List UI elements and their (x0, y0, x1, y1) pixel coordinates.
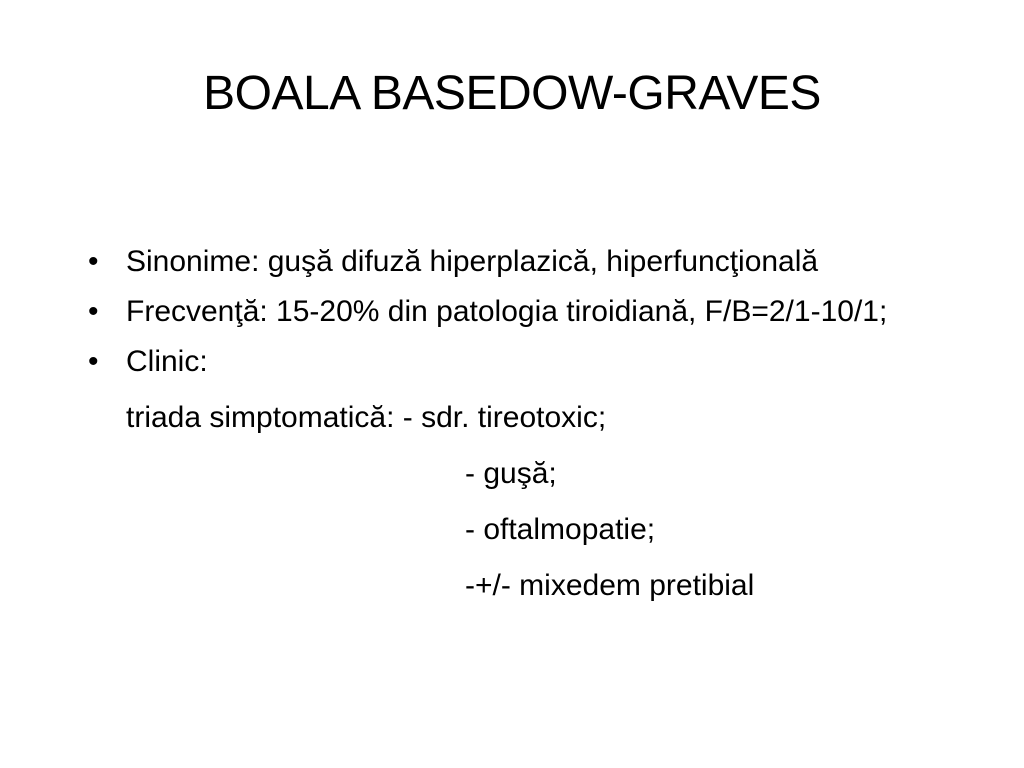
clinic-line-triad: triada simptomatică: - sdr. tireotoxic; (126, 401, 607, 434)
bullet-synonyms (86, 244, 986, 280)
bullet-text: Frecvenţă: 15-20% din patologia tiroidiană, F/B=2/1-10/1; (126, 295, 888, 328)
bullet-marker: • (88, 345, 99, 378)
clinic-line-ophthalmopathy: - oftalmopatie; (465, 513, 656, 546)
bullet-clinic (86, 344, 986, 380)
bullet-marker: • (88, 295, 99, 328)
bullet-text: Sinonime: guşă difuză hiperplazică, hiperfuncţională (126, 245, 819, 278)
clinic-line-goiter: - guşă; (465, 457, 557, 490)
bullet-frequency (86, 294, 946, 330)
bullet-marker: • (88, 245, 99, 278)
clinic-line-myxedema: -+/- mixedem pretibial (465, 569, 755, 602)
slide-content (86, 244, 986, 624)
slide-title: BOALA BASEDOW-GRAVES (203, 67, 821, 120)
bullet-text: Clinic: (126, 345, 208, 378)
